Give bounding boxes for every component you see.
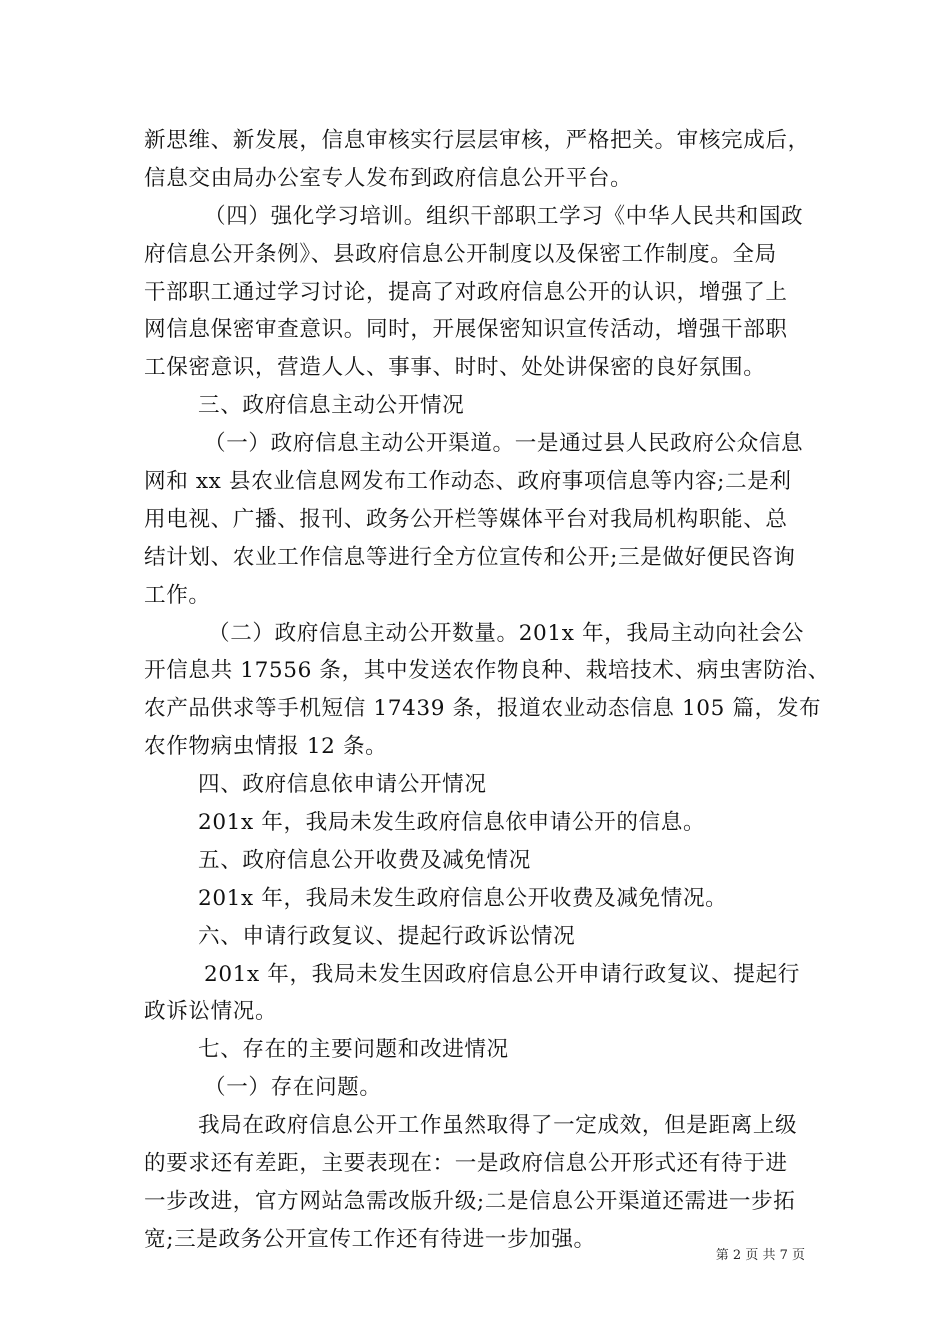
paragraph-line: 201x 年，我局未发生政府信息依申请公开的信息。: [198, 810, 706, 836]
paragraph-line: （二）政府信息主动公开数量。201x 年，我局主动向社会公: [208, 620, 804, 646]
section-heading: 三、政府信息主动公开情况: [198, 393, 465, 419]
paragraph-line: 政诉讼情况。: [144, 999, 278, 1025]
paragraph-line: 宽;三是政务公开宣传工作还有待进一步加强。: [144, 1226, 596, 1252]
paragraph-line: 信息交由局办公室专人发布到政府信息公开平台。: [144, 165, 633, 191]
paragraph-line: 新思维、新发展，信息审核实行层层审核，严格把关。审核完成后，: [144, 128, 810, 153]
paragraph-line: （四）强化学习培训。组织干部职工学习《中华人民共和国政: [204, 203, 804, 229]
paragraph-line: 开信息共 17556 条，其中发送农作物良种、栽培技术、病虫害防治、: [144, 658, 830, 684]
paragraph-line: 干部职工通过学习讨论，提高了对政府信息公开的认识，增强了上: [144, 279, 788, 305]
paragraph-line: 工作。: [144, 582, 211, 608]
paragraph-line: （一）存在问题。: [204, 1075, 382, 1101]
paragraph-line: （一）政府信息主动公开渠道。一是通过县人民政府公众信息: [204, 431, 804, 457]
section-heading: 七、存在的主要问题和改进情况: [198, 1037, 509, 1063]
paragraph-line: 网和 xx 县农业信息网发布工作动态、政府事项信息等内容;二是利: [144, 469, 792, 495]
section-heading: 四、政府信息依申请公开情况: [198, 772, 487, 798]
paragraph-line: 府信息公开条例》、县政府信息公开制度以及保密工作制度。全局: [144, 241, 777, 267]
section-heading: 五、政府信息公开收费及减免情况: [198, 847, 531, 873]
document-body: [144, 122, 830, 1259]
paragraph-line: 的要求还有差距，主要表现在：一是政府信息公开形式还有待于进: [144, 1151, 788, 1177]
paragraph-line: 农产品供求等手机短信 17439 条，报道农业动态信息 105 篇，发布: [144, 696, 822, 722]
section-heading: 六、申请行政复议、提起行政诉讼情况: [198, 923, 576, 949]
page-number: 第 2 页 共 7 页: [715, 1248, 805, 1263]
paragraph-line: 201x 年，我局未发生政府信息公开收费及减免情况。: [198, 885, 728, 911]
paragraph-line: 用电视、广播、报刊、政务公开栏等媒体平台对我局机构职能、总: [144, 506, 788, 532]
paragraph-line: 农作物病虫情报 12 条。: [144, 734, 388, 760]
paragraph-line: 网信息保密审查意识。同时，开展保密知识宣传活动，增强干部职: [144, 317, 788, 343]
paragraph-line: 201x 年，我局未发生因政府信息公开申请行政复议、提起行: [204, 961, 800, 987]
paragraph-line: 结计划、农业工作信息等进行全方位宣传和公开;三是做好便民咨询: [144, 544, 796, 570]
paragraph-line: 一步改进，官方网站急需改版升级;二是信息公开渠道还需进一步拓: [144, 1188, 796, 1214]
paragraph-line: 工保密意识，营造人人、事事、时时、处处讲保密的良好氛围。: [144, 355, 766, 381]
paragraph-line: 我局在政府信息公开工作虽然取得了一定成效，但是距离上级: [198, 1113, 798, 1139]
